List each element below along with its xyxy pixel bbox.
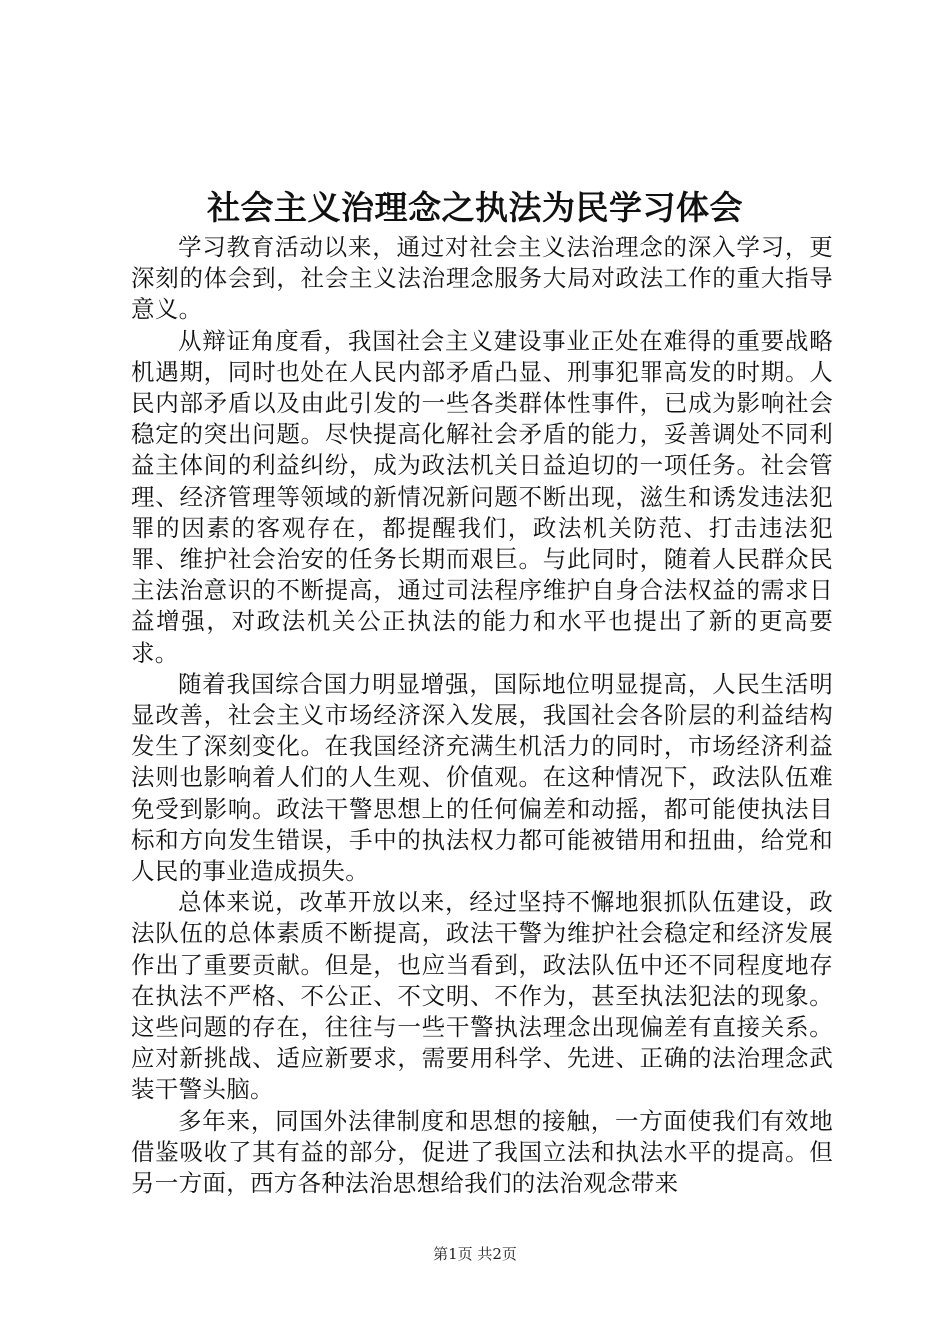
paragraph-5: 多年来，同国外法律制度和思想的接触，一方面使我们有效地借鉴吸收了其有益的部分，促进了我国立法和执法水平的提高。但另一方面，西方各种法治思想给我们的法治观念带来 — [131, 1106, 833, 1198]
document-body — [131, 232, 833, 1199]
page-footer: 第1页 共2页 — [433, 1245, 517, 1263]
document-title: 社会主义治理念之执法为民学习体会 — [207, 188, 743, 227]
paragraph-1: 学习教育活动以来，通过对社会主义法治理念的深入学习，更深刻的体会到，社会主义法治理念服务大局对政法工作的重大指导意义。 — [131, 233, 833, 324]
paragraph-3: 随着我国综合国力明显增强，国际地位明显提高，人民生活明显改善，社会主义市场经济深入发展，我国社会各阶层的利益结构发生了深刻变化。在我国经济充满生机活力的同时，市场经济利益法则也影响着人们的人生观、价值观。在这种情况下，政法队伍难免受到影响。政法干警思想上的任何偏差和动摇，都可能使执法目标和方向发生错误，手中的执法权力都可能被错用和扭曲，给党和人民的事业造成损失。 — [131, 669, 833, 886]
paragraph-2: 从辩证角度看，我国社会主义建设事业正处在难得的重要战略机遇期，同时也处在人民内部矛盾凸显、刑事犯罪高发的时期。人民内部矛盾以及由此引发的一些各类群体性事件，已成为影响社会稳定的突出问题。尽快提高化解社会矛盾的能力，妥善调处不同利益主体间的利益纠纷，成为政法机关日益迫切的一项任务。社会管理、经济管理等领域的新情况新问题不断出现，滋生和诱发违法犯罪的因素的客观存在，都提醒我们，政法机关防范、打击违法犯罪、维护社会治安的任务长期而艰巨。与此同时，随着人民群众民主法治意识的不断提高，通过司法程序维护自身合法权益的需求日益增强，对政法机关公正执法的能力和水平也提出了新的更高要求。 — [131, 326, 833, 667]
paragraph-4: 总体来说，改革开放以来，经过坚持不懈地狠抓队伍建设，政法队伍的总体素质不断提高，政法干警为维护社会稳定和经济发展作出了重要贡献。但是，也应当看到，政法队伍中还不同程度地存在执法不严格、不公正、不文明、不作为，甚至执法犯法的现象。这些问题的存在，往往与一些干警执法理念出现偏差有直接关系。应对新挑战、适应新要求，需要用科学、先进、正确的法治理念武装干警头脑。 — [131, 888, 833, 1104]
